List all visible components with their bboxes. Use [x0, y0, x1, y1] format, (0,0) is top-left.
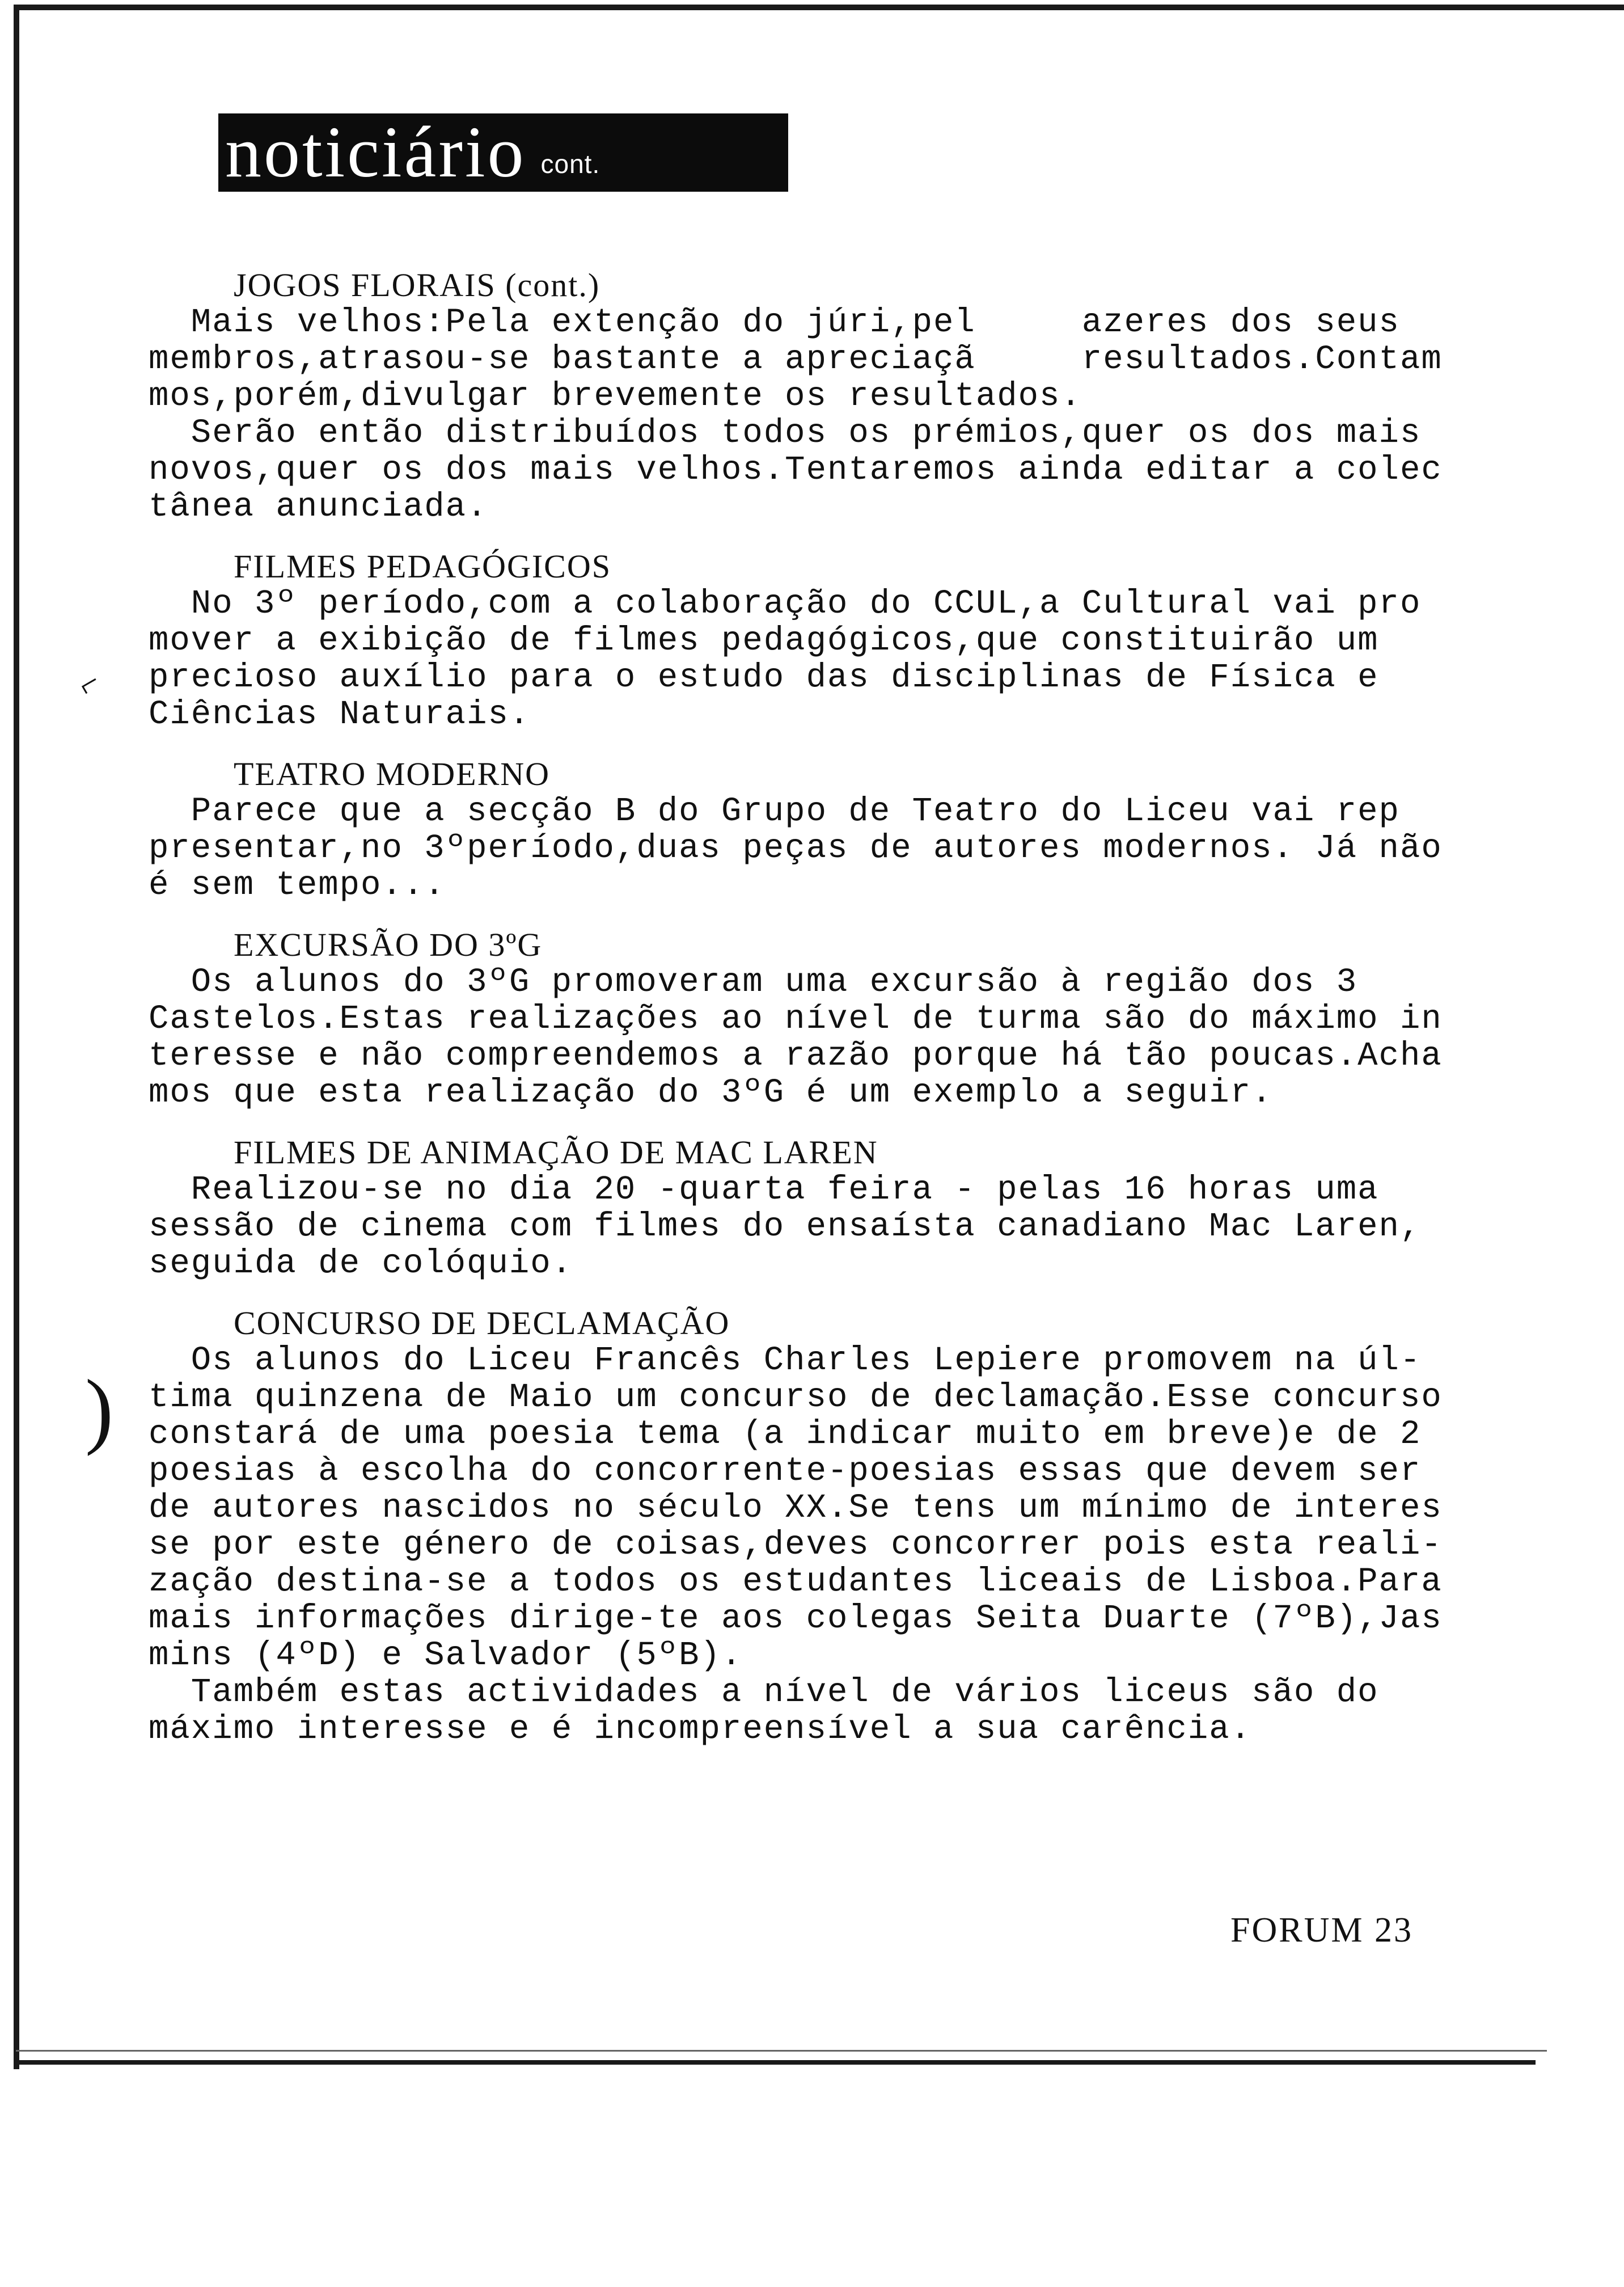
section-heading: FILMES DE ANIMAÇÃO DE MAC LAREN — [234, 1134, 878, 1171]
text-line: novos,quer os dos mais velhos.Tentaremos ainda editar a colec — [149, 451, 1443, 489]
text-line: poesias à escolha do concorrente-poesias essas que devem ser — [149, 1452, 1422, 1490]
section-heading: FILMES PEDAGÓGICOS — [234, 548, 612, 585]
section-filmes-pedagogicos — [149, 548, 1430, 733]
text-line: tânea anunciada. — [149, 488, 488, 526]
page-border-bottom — [16, 2060, 1536, 2065]
text-line: presentar,no 3ºperíodo,duas peças de autores modernos. Já não — [149, 829, 1443, 867]
text-line: Os alunos do 3ºG promoveram uma excursão à região dos 3 — [149, 963, 1358, 1001]
text-line: Mais velhos:Pela extenção do júri,pel azeres dos seus — [149, 303, 1400, 341]
text-line: de autores nascidos no século XX.Se tens um mínimo de interes — [149, 1489, 1443, 1527]
text-line: zação destina-se a todos os estudantes liceais de Lisboa.Para — [149, 1563, 1443, 1601]
text-line: se por este género de coisas,deves concorrer pois esta reali- — [149, 1526, 1443, 1564]
section-jogos-florais — [149, 267, 1443, 526]
text-line: Parece que a secção B do Grupo de Teatro do Liceu vai rep — [149, 792, 1400, 830]
text-line: No 3º período,com a colaboração do CCUL,a Cultural vai pro — [149, 585, 1422, 623]
section-heading: EXCURSÃO DO 3ºG — [234, 926, 543, 963]
section-teatro-moderno — [149, 756, 1443, 904]
page-border-top — [16, 5, 1624, 10]
page-border-left — [14, 5, 19, 2069]
text-line: mos,porém,divulgar brevemente os resultados. — [149, 377, 1082, 415]
article-body — [149, 267, 1443, 1748]
text-line: máximo interesse e é incompreensível a sua carência. — [149, 1710, 1252, 1748]
text-line: membros,atrasou-se bastante a apreciaçã resultados.Contam — [149, 340, 1443, 378]
text-line: teresse e não compreendemos a razão porque há tão poucas.Acha — [149, 1037, 1443, 1075]
text-line: Ciências Naturais. — [149, 695, 531, 733]
page-footer: FORUM 23 — [1230, 1911, 1414, 1950]
text-line: tima quinzena de Maio um concurso de declamação.Esse concurso — [149, 1378, 1443, 1416]
text-line: Realizou-se no dia 20 -quarta feira - pelas 16 horas uma — [149, 1171, 1379, 1209]
masthead — [218, 113, 788, 192]
section-heading: JOGOS FLORAIS (cont.) — [234, 267, 600, 303]
text-line: precioso auxílio para o estudo das disciplinas de Física e — [149, 659, 1379, 697]
text-line: Os alunos do Liceu Francês Charles Lepiere promovem na úl- — [149, 1341, 1422, 1379]
text-line: mais informações dirige-te aos colegas Seita Duarte (7ºB),Jas — [149, 1600, 1443, 1638]
text-line: constará de uma poesia tema (a indicar muito em breve)e de 2 — [149, 1415, 1422, 1453]
text-line: sessão de cinema com filmes do ensaísta canadiano Mac Laren, — [149, 1208, 1422, 1246]
margin-paren-mark: ) — [85, 1362, 113, 1457]
text-line: Serão então distribuídos todos os prémios,quer os dos mais — [149, 414, 1422, 452]
text-line: mins (4ºD) e Salvador (5ºB). — [149, 1636, 743, 1674]
section-heading: CONCURSO DE DECLAMAÇÃO — [234, 1305, 730, 1341]
text-line: é sem tempo... — [149, 866, 446, 904]
section-excursao — [149, 926, 1443, 1112]
section-concurso-declamacao — [149, 1305, 1443, 1748]
text-line: seguida de colóquio. — [149, 1244, 573, 1282]
page-border-bottom-thin — [16, 2050, 1547, 2052]
text-line: mover a exibição de filmes pedagógicos,que constituirão um — [149, 622, 1379, 660]
text-line: Castelos.Estas realizações ao nível de turma são do máximo in — [149, 1000, 1443, 1038]
section-mac-laren — [149, 1134, 1430, 1282]
section-heading: TEATRO MODERNO — [234, 756, 551, 792]
text-line: Também estas actividades a nível de vários liceus são do — [149, 1673, 1379, 1711]
masthead-title: noticiário — [225, 112, 526, 192]
masthead-suffix: cont. — [540, 149, 600, 179]
text-line: mos que esta realização do 3ºG é um exemplo a seguir. — [149, 1074, 1273, 1112]
margin-tick-mark: ⌐ — [71, 662, 107, 704]
